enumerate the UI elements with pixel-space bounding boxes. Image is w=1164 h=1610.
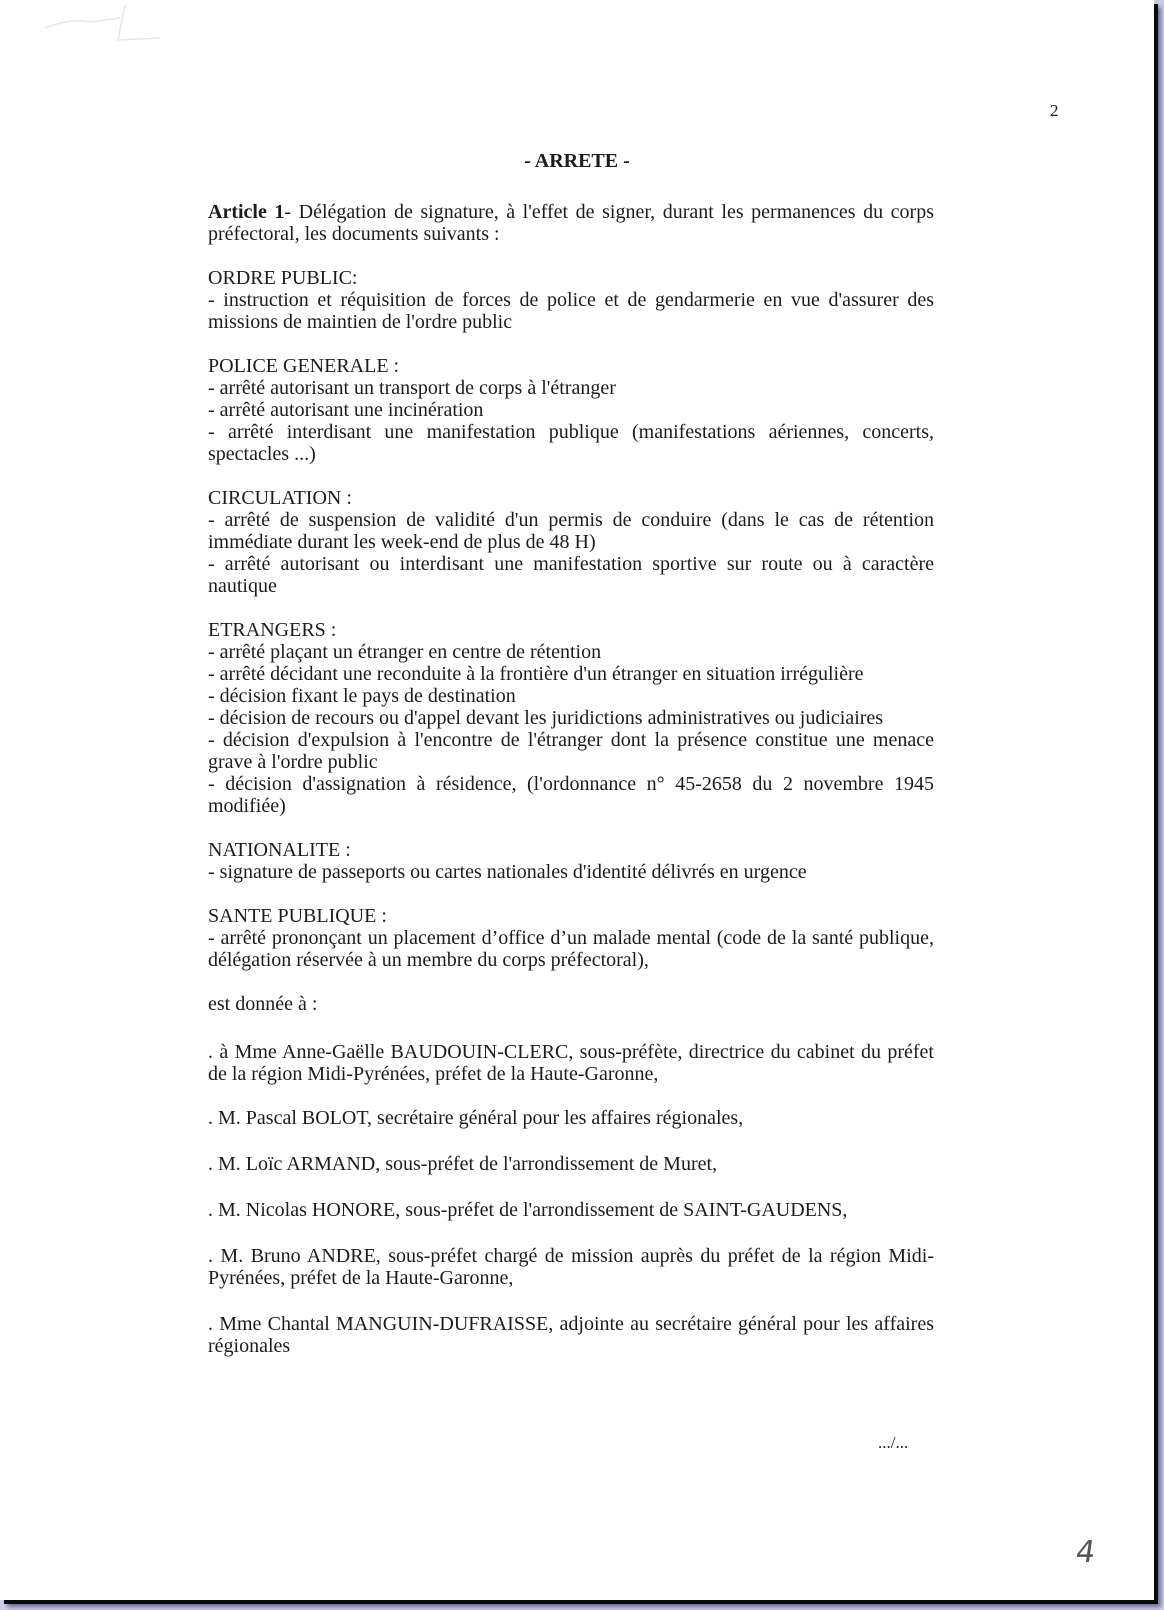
document-body bbox=[208, 201, 934, 1379]
list-item: - décision d'assignation à résidence, (l'ordonnance n° 45-2658 du 2 novembre 1945 modifiée) bbox=[208, 773, 934, 817]
recipient-item: . M. Nicolas HONORE, sous-préfet de l'arrondissement de SAINT-GAUDENS, bbox=[208, 1199, 848, 1221]
section-sante-publique bbox=[208, 905, 934, 971]
section-heading: POLICE GENERALE : bbox=[208, 355, 400, 377]
given-to-label: est donnée à : bbox=[208, 993, 318, 1015]
article-text: - Délégation de signature, à l'effet de signer, durant les permanences du corps préfectoral, les documents suivants : bbox=[208, 201, 934, 245]
recipient-item: . à Mme Anne-Gaëlle BAUDOUIN-CLERC, sous-préfète, directrice du cabinet du préfet de la région Midi-Pyrénées, préfet de la Haute-Garonne, bbox=[208, 1041, 934, 1085]
section-nationalite bbox=[208, 839, 934, 883]
recipient-item: . M. Loïc ARMAND, sous-préfet de l'arrondissement de Muret, bbox=[208, 1153, 718, 1175]
page-number: 2 bbox=[1050, 101, 1059, 120]
section-ordre-public bbox=[208, 267, 934, 333]
section-police-generale bbox=[208, 355, 934, 465]
recipient-item: . Mme Chantal MANGUIN-DUFRAISSE, adjointe au secrétaire général pour les affaires régionales bbox=[208, 1313, 934, 1357]
section-heading: SANTE PUBLIQUE : bbox=[208, 905, 387, 927]
section-heading: NATIONALITE : bbox=[208, 839, 351, 861]
list-item: - arrêté prononçant un placement d’office d’un malade mental (code de la santé publique, délégation réservée à un membre du corps préfectoral), bbox=[208, 927, 934, 971]
section-heading: ORDRE PUBLIC: bbox=[208, 267, 358, 289]
faint-scribble-mark bbox=[30, 0, 230, 60]
continuation-mark: .../... bbox=[878, 1433, 909, 1452]
article-label: Article 1 bbox=[208, 201, 285, 223]
document-title: - ARRETE - bbox=[524, 150, 630, 172]
list-item: - arrêté de suspension de validité d'un permis de conduire (dans le cas de rétention immédiate durant les week-end de plus de 48 H) bbox=[208, 509, 934, 553]
list-item: - instruction et réquisition de forces de police et de gendarmerie en vue d'assurer des missions de maintien de l'ordre public bbox=[208, 289, 934, 333]
section-etrangers bbox=[208, 619, 934, 817]
list-item: - arrêté décidant une reconduite à la frontière d'un étranger en situation irrégulière bbox=[208, 663, 864, 685]
list-item: - arrêté autorisant un transport de corps à l'étranger bbox=[208, 377, 616, 399]
list-item: - décision fixant le pays de destination bbox=[208, 685, 516, 707]
list-item: - arrêté plaçant un étranger en centre de rétention bbox=[208, 641, 602, 663]
list-item: - décision de recours ou d'appel devant les juridictions administratives ou judiciaires bbox=[208, 707, 884, 729]
list-item: - signature de passeports ou cartes nationales d'identité délivrés en urgence bbox=[208, 861, 807, 883]
section-heading: ETRANGERS : bbox=[208, 619, 337, 641]
list-item: - décision d'expulsion à l'encontre de l'étranger dont la présence constitue une menace grave à l'ordre public bbox=[208, 729, 934, 773]
recipient-item: . M. Pascal BOLOT, secrétaire général pour les affaires régionales, bbox=[208, 1107, 744, 1129]
section-heading: CIRCULATION : bbox=[208, 487, 352, 509]
handwritten-page-mark: 4 bbox=[1073, 1535, 1098, 1570]
recipient-item: . M. Bruno ANDRE, sous-préfet chargé de mission auprès du préfet de la région Midi-Pyrénées, préfet de la Haute-Garonne, bbox=[208, 1245, 934, 1289]
section-circulation bbox=[208, 487, 934, 597]
article-1 bbox=[208, 201, 934, 245]
list-item: - arrêté autorisant ou interdisant une manifestation sportive sur route ou à caractère nautique bbox=[208, 553, 934, 597]
list-item: - arrêté interdisant une manifestation publique (manifestations aériennes, concerts, spectacles ...) bbox=[208, 421, 934, 465]
list-item: - arrêté autorisant une incinération bbox=[208, 399, 484, 421]
